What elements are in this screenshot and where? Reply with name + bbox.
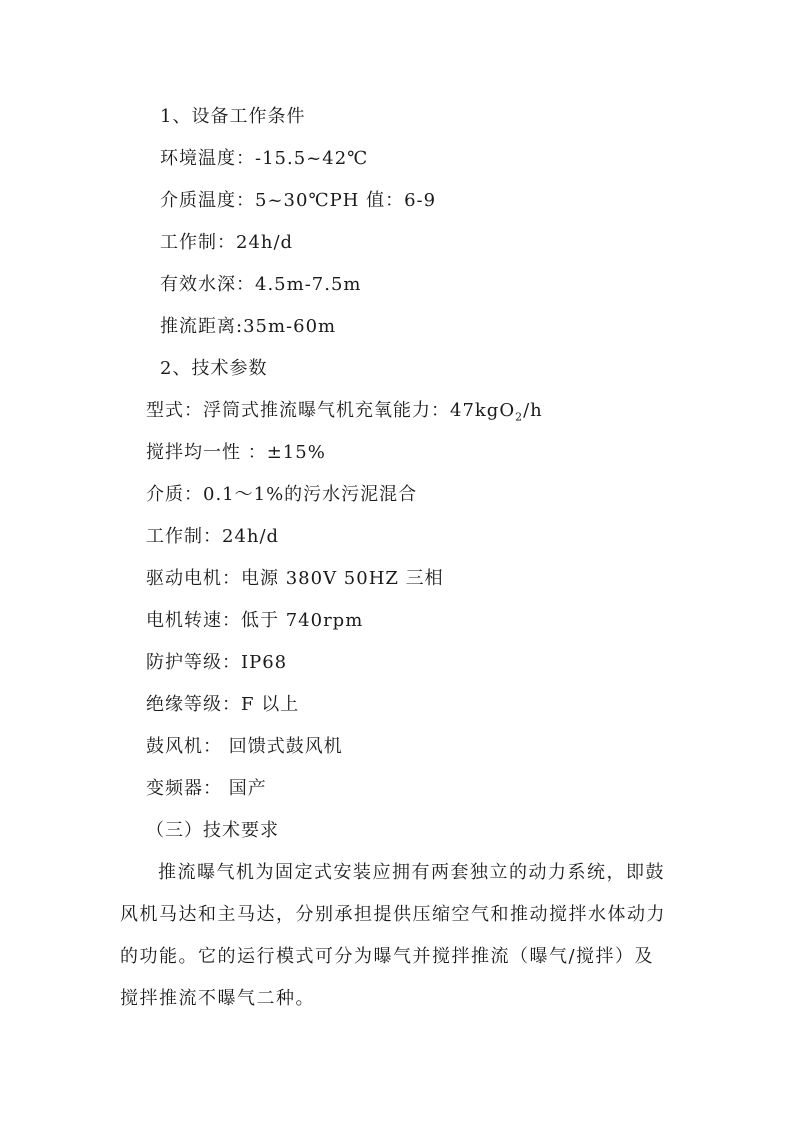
effective-depth: 有效水深：4.5m-7.5m (160, 274, 362, 295)
motor-speed: 电机转速：低于 740rpm (146, 610, 364, 631)
paragraph-line: 推流曝气机为固定式安装应拥有两套独立的动力系统，即鼓 (158, 862, 665, 883)
type-line-subscript: 2 (515, 410, 524, 424)
paragraph-line: 搅拌推流不曝气二种。 (120, 988, 315, 1009)
medium-temperature: 介质温度：5~30℃PH 值：6-9 (160, 190, 437, 211)
medium: 介质：0.1～1%的污水污泥混合 (146, 484, 418, 505)
type-line (146, 399, 543, 423)
ambient-temperature: 环境温度：-15.5~42℃ (160, 148, 369, 169)
section-2-heading: 2、技术参数 (160, 358, 268, 379)
technical-requirements-paragraph (120, 852, 680, 1020)
working-system: 工作制：24h/d (160, 232, 294, 253)
inverter: 变频器： 国产 (146, 778, 267, 799)
paragraph-line: 的功能。它的运行模式可分为曝气并搅拌推流（曝气/搅拌）及 (120, 946, 655, 967)
type-line-prefix: 型式：浮筒式推流曝气机充氧能力：47kgO (146, 400, 516, 421)
mixing-uniformity: 搅拌均一性 ：±15% (146, 442, 326, 463)
protection-class: 防护等级：IP68 (146, 652, 288, 673)
paragraph-line: 风机马达和主马达，分别承担提供压缩空气和推动搅拌水体动力 (120, 904, 666, 925)
drive-motor: 驱动电机：电源 380V 50HZ 三相 (146, 568, 444, 589)
blower: 鼓风机： 回馈式鼓风机 (146, 736, 343, 757)
push-distance: 推流距离:35m-60m (160, 316, 337, 337)
type-line-suffix: /h (523, 400, 543, 421)
insulation-class: 绝缘等级：F 以上 (146, 694, 300, 715)
working-system-2: 工作制：24h/d (146, 526, 280, 547)
section-1-heading: 1、设备工作条件 (160, 106, 306, 127)
section-3-heading: （三）技术要求 (146, 820, 279, 841)
